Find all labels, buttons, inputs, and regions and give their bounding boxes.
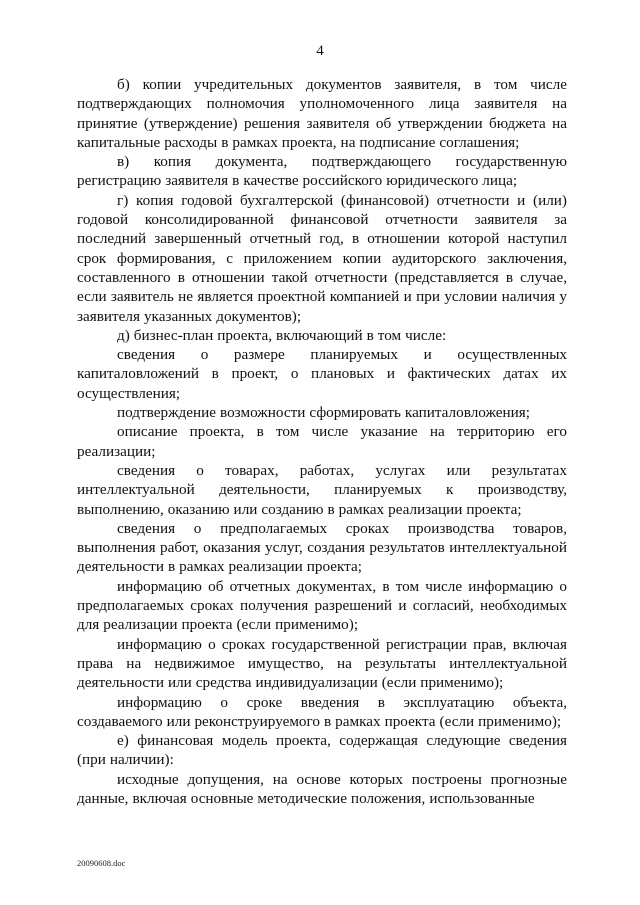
paragraph-d-item-6: информацию об отчетных документах, в том числе информацию о предполагаемых сроках получения разрешений и согласий, необходимых для реализации проекта (если применимо);	[77, 577, 567, 634]
paragraph-d-item-1: сведения о размере планируемых и осуществленных капиталовложений в проект, о плановых и фактических датах их осуществления;	[77, 346, 567, 402]
page-number: 4	[316, 43, 324, 59]
paragraph-d-item-2: подтверждение возможности сформировать капиталовложения;	[117, 404, 530, 422]
paragraph-v: в) копия документа, подтверждающего государственную регистрацию заявителя в качестве российского юридического лица;	[77, 153, 567, 190]
paragraph-d-item-5: сведения о предполагаемых сроках производства товаров, выполнения работ, оказания услуг, создания результатов интеллектуальной деятельности в рамках реализации проекта;	[77, 519, 567, 576]
paragraph-b: б) копии учредительных документов заявителя, в том числе подтверждающих полномочия уполномоченного лица заявителя на принятие (утверждение) решения заявителя об утверждении бюджета на капитальные расходы в рамках проекта, на подписание соглашения;	[77, 76, 567, 151]
paragraph-e-item-1: исходные допущения, на основе которых построены прогнозные данные, включая основные методические положения, использованные	[77, 770, 567, 807]
paragraph-d-item-8: информацию о сроке введения в эксплуатацию объекта, создаваемого или реконструируемого в рамках проекта (если применимо);	[77, 693, 567, 730]
paragraph-e: е) финансовая модель проекта, содержащая следующие сведения (при наличии):	[77, 732, 567, 769]
paragraph-g: г) копия годовой бухгалтерской (финансовой) отчетности и (или) годовой консолидированной финансовой отчетности заявителя за последний завершенный отчетный год, в отношении которой наступил срок формирования, с приложением копии аудиторского заключения, составленного в отношении такой отчетности (представляется в случае, если заявитель не является проектной компанией и при условии наличия у заявителя указанных документов);	[77, 191, 567, 325]
file-name-footer: 20090608.doc	[77, 858, 126, 868]
paragraph-d-item-3: описание проекта, в том числе указание на территорию его реализации;	[77, 423, 567, 460]
paragraph-d-item-7: информацию о сроках государственной регистрации прав, включая права на недвижимое имущество, на результаты интеллектуальной деятельности или средства индивидуализации (если применимо);	[77, 635, 567, 692]
paragraph-d-item-4: сведения о товарах, работах, услугах или результатах интеллектуальной деятельности, планируемых к производству, выполнению, оказанию или созданию в рамках реализации проекта;	[77, 461, 567, 518]
document-body	[77, 75, 567, 808]
paragraph-d: д) бизнес-план проекта, включающий в том числе:	[117, 326, 447, 344]
